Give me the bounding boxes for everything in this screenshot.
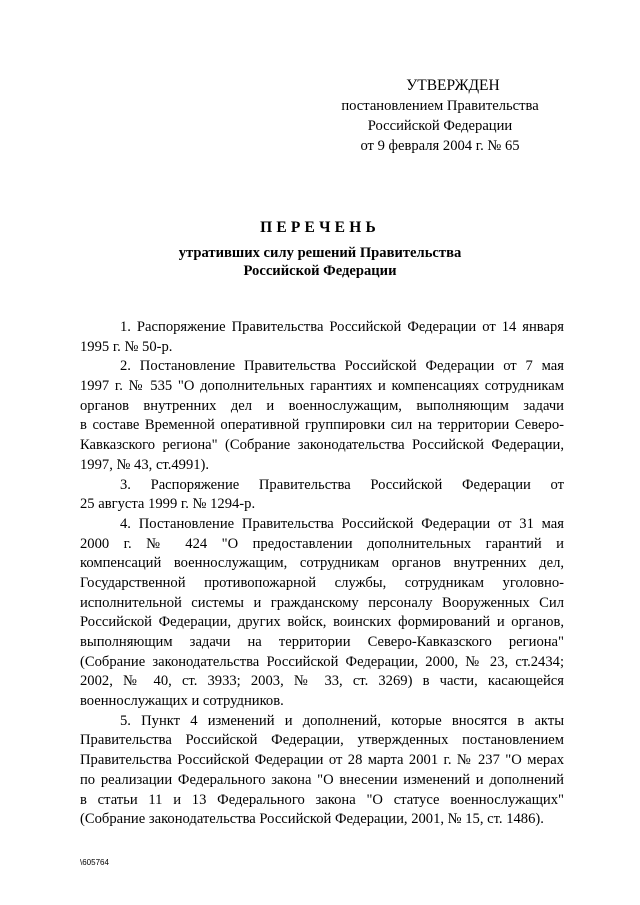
item-line: 3. Распоряжение Правительства Российской Федерации от bbox=[120, 476, 564, 493]
approval-heading: УТВЕРЖДЕН bbox=[406, 77, 500, 94]
approval-line: от 9 февраля 2004 г. № 65 bbox=[360, 138, 520, 154]
item-line: Правительства Российской Федерации от 28 марта 2001 г. № 237 "О мерах bbox=[80, 752, 564, 769]
item-line: 2. Постановление Правительства Российской Федерации от 7 мая bbox=[120, 358, 564, 375]
item-line: 1997 г. № 535 "О дополнительных гарантиях и компенсациях сотрудникам bbox=[80, 378, 564, 395]
item-line: 1997, № 43, ст.4991). bbox=[80, 456, 210, 473]
item-line: 25 августа 1999 г. № 1294-р. bbox=[80, 496, 256, 513]
list-item bbox=[80, 515, 564, 712]
list-item bbox=[80, 712, 564, 830]
item-line: выполняющим задачи на территории Северо-Кавказского региона" bbox=[80, 634, 564, 650]
subtitle-line: Российской Федерации bbox=[243, 262, 397, 279]
item-line: 4. Постановление Правительства Российской Федерации от 31 мая bbox=[120, 515, 564, 532]
item-line: в составе Временной оперативной группировки сил на территории Северо- bbox=[80, 417, 564, 434]
item-line: исполнительной системы и гражданскому персоналу Вооруженных Сил bbox=[80, 594, 564, 611]
item-line: 1. Распоряжение Правительства Российской Федерации от 14 января bbox=[120, 319, 564, 335]
subtitle-line: утративших силу решений Правительства bbox=[178, 245, 462, 261]
item-line: (Собрание законодательства Российской Федерации, 2001, № 15, ст. 1486). bbox=[80, 811, 544, 828]
item-line: Правительства Российской Федерации, утвержденных постановлением bbox=[80, 732, 564, 749]
item-line: Кавказского региона" (Собрание законодательства Российской Федерации, bbox=[80, 437, 564, 454]
item-line: 2000 г. № 424 "О предоставлении дополнительных гарантий и bbox=[80, 535, 564, 552]
item-line: по реализации Федерального закона "О внесении изменений и дополнений bbox=[80, 771, 564, 788]
item-line: Государственной противопожарной службы, сотрудникам уголовно- bbox=[80, 574, 564, 591]
item-line: 5. Пункт 4 изменений и дополнений, которые вносятся в акты bbox=[120, 712, 564, 729]
item-line: в статьи 11 и 13 Федерального закона "О статусе военнослужащих" bbox=[80, 791, 564, 808]
item-line: органов внутренних дел и военнослужащим, выполняющим задачи bbox=[80, 397, 564, 414]
item-line: 1995 г. № 50-р. bbox=[80, 338, 173, 355]
list-item bbox=[80, 476, 564, 515]
approval-line: Российской Федерации bbox=[367, 118, 513, 134]
item-line: военнослужащих и сотрудников. bbox=[80, 693, 284, 710]
item-line: (Собрание законодательства Российской Федерации, 2000, № 23, ст.2434; bbox=[80, 653, 564, 670]
items-list bbox=[80, 318, 564, 830]
item-line: 2002, № 40, ст. 3933; 2003, № 33, ст. 3269) в части, касающейся bbox=[80, 673, 564, 690]
document-number: \605764 bbox=[80, 858, 109, 867]
approval-block bbox=[330, 76, 550, 156]
list-item bbox=[80, 318, 564, 357]
document-title: ПЕРЕЧЕНЬ bbox=[260, 219, 380, 236]
document-subtitle bbox=[0, 245, 640, 280]
item-line: Российской Федерации, других войск, воинских формирований и органов, bbox=[80, 614, 564, 631]
approval-line: постановлением Правительства bbox=[341, 98, 539, 114]
item-line: компенсаций военнослужащим, сотрудникам органов внутренних дел, bbox=[80, 555, 564, 572]
list-item bbox=[80, 357, 564, 475]
